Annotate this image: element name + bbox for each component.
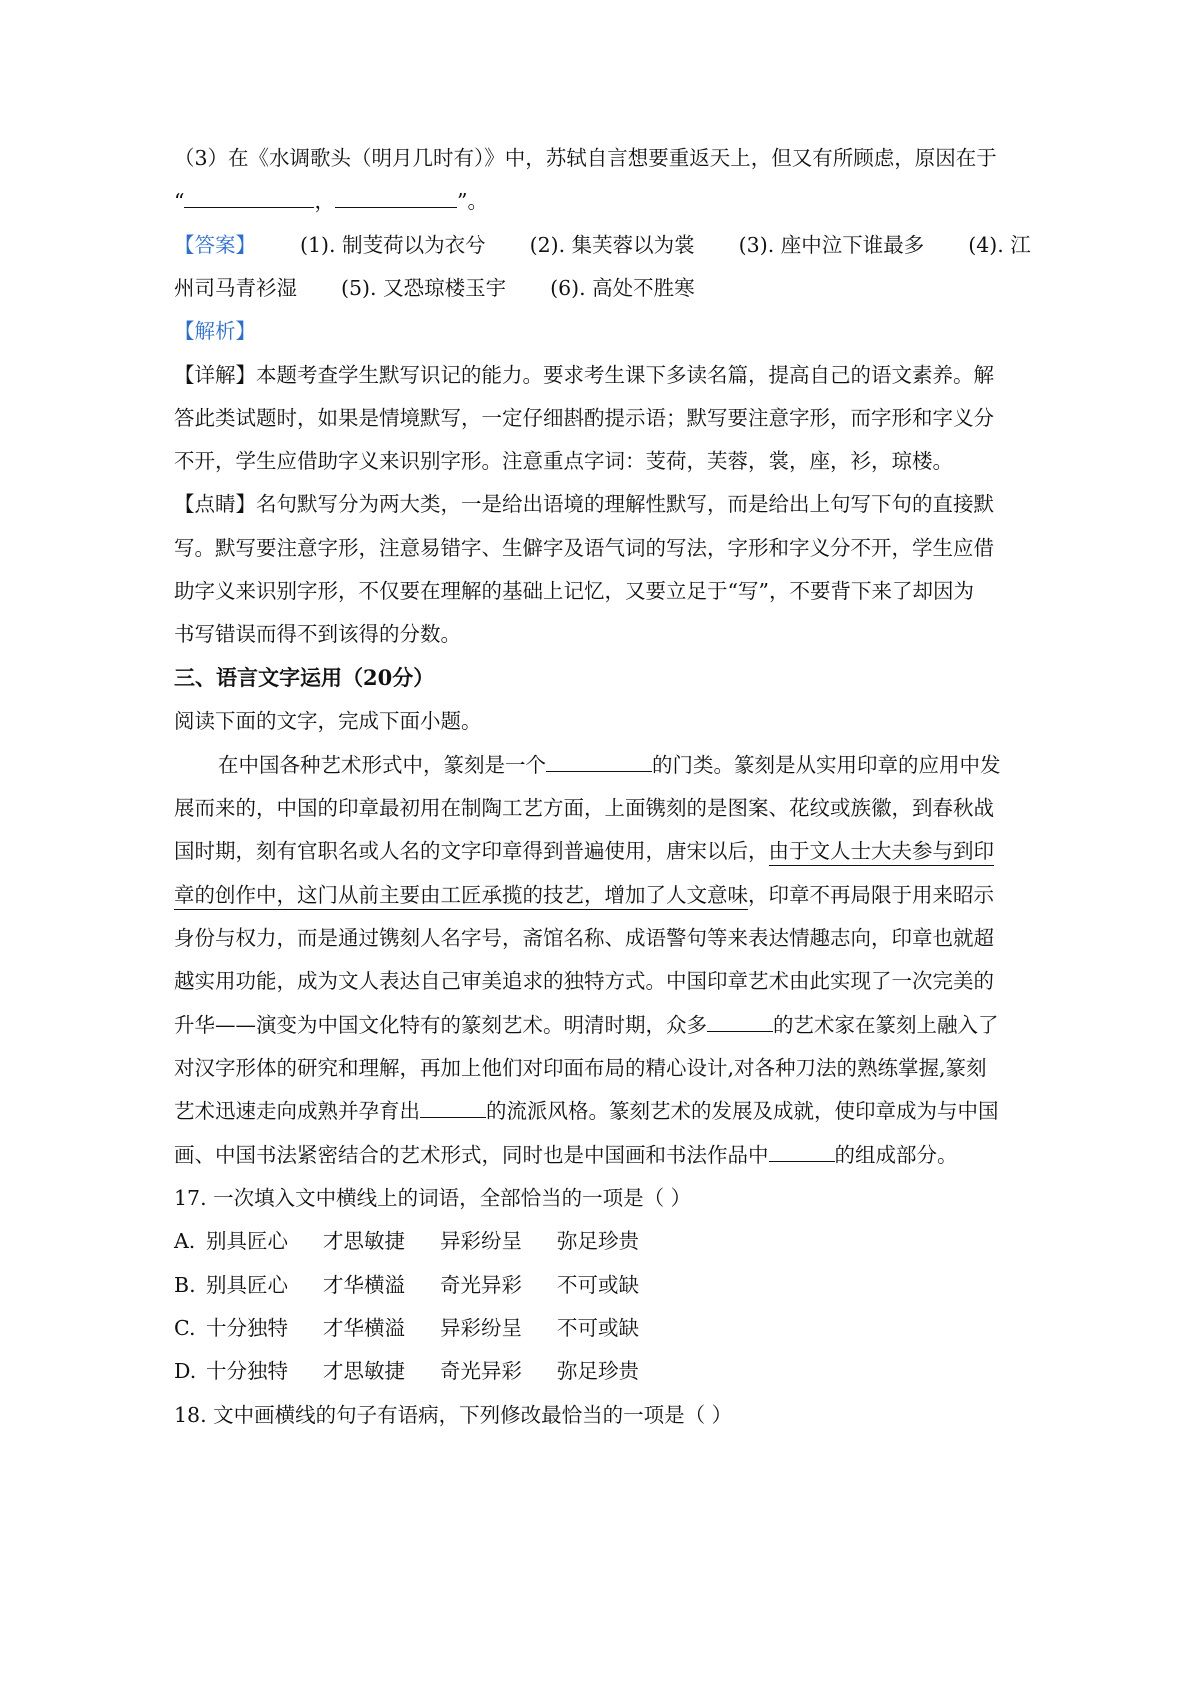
detail-line-2: 答此类试题时，如果是情境默写，一定仔细斟酌提示语；默写要注意字形，而字形和字义分: [174, 406, 994, 430]
detail-line-3: 不开，学生应借助字义来识别字形。注意重点字词：芰荷，芙蓉，裳，座，衫，琼楼。: [174, 449, 953, 473]
answer-label: 【答案】: [174, 233, 256, 257]
q17-option-c[interactable]: [174, 1314, 639, 1342]
q3-close: ”。: [456, 189, 488, 213]
option-word: 不可或缺: [557, 1316, 639, 1340]
answer-item-2: (2). 集芙蓉以为裳: [529, 233, 695, 257]
q18-stem: 18. 文中画横线的句子有语病，下列修改最恰当的一项是（ ）: [174, 1403, 733, 1427]
option-word: 才华横溢: [323, 1273, 405, 1297]
answer-item-3: (3). 座中泣下谁最多: [738, 233, 925, 257]
option-word: 别具匠心: [206, 1273, 288, 1297]
answer-item-1: (1). 制芰荷以为衣兮: [300, 233, 486, 257]
q3-comma: ，: [314, 189, 335, 213]
answer-item-6: (6). 高处不胜寒: [550, 276, 695, 300]
option-word: 十分独特: [206, 1316, 288, 1340]
q3-line1: （3）在《水调歌头（明月几时有）》中，苏轼自言想要重返天上，但又有所顾虑，原因在于: [174, 146, 997, 170]
option-letter: C.: [174, 1316, 196, 1340]
passage-line-10: [174, 1141, 958, 1169]
passage-blank-4: [769, 1143, 835, 1162]
option-word: 奇光异彩: [440, 1273, 522, 1297]
q17-option-b[interactable]: [174, 1271, 639, 1299]
passage-line-7: [174, 1011, 999, 1039]
answer-item-4-cont: 州司马青衫湿: [174, 276, 297, 300]
section-title: 三、语言文字运用（20分）: [174, 665, 435, 690]
q3-line2: [174, 187, 488, 215]
passage-text: 国时期，刻有官职名或人名的文字印章得到普遍使用，唐宋以后，: [174, 839, 769, 863]
passage-line-6: 越实用功能，成为文人表达自己审美追求的独特方式。中国印章艺术由此实现了一次完美的: [174, 969, 994, 993]
passage-text: 的组成部分。: [834, 1143, 958, 1167]
option-word: 别具匠心: [206, 1229, 288, 1253]
passage-blank-1: [546, 753, 652, 772]
option-word: 弥足珍贵: [557, 1229, 639, 1253]
answer-item-5: (5). 又恐琼楼玉宇: [341, 276, 507, 300]
passage-text: 的艺术家在篆刻上融入了: [773, 1013, 999, 1037]
tip-line-1: 【点睛】名句默写分为两大类，一是给出语境的理解性默写，而是给出上句写下句的直接默: [174, 492, 994, 516]
passage-text: 的门类。篆刻是从实用印章的应用中发: [652, 753, 1001, 777]
passage-blank-2: [707, 1013, 773, 1032]
option-word: 不可或缺: [557, 1273, 639, 1297]
passage-line-3: [174, 837, 994, 865]
option-letter: A.: [174, 1229, 196, 1253]
option-word: 奇光异彩: [440, 1359, 522, 1383]
passage-text: 升华——演变为中国文化特有的篆刻艺术。明清时期，众多: [174, 1013, 707, 1037]
tip-line-3: 助字义来识别字形，不仅要在理解的基础上记忆，又要立足于“写”，不要背下来了却因为: [174, 579, 974, 603]
passage-text: 在中国各种艺术形式中，篆刻是一个: [218, 753, 546, 777]
passage-blank-3: [420, 1099, 486, 1118]
option-word: 十分独特: [206, 1359, 288, 1383]
option-word: 弥足珍贵: [557, 1359, 639, 1383]
section-instruction: 阅读下面的文字，完成下面小题。: [174, 709, 482, 733]
option-letter: D.: [174, 1359, 197, 1383]
option-letter: B.: [174, 1273, 196, 1297]
q17-option-d[interactable]: [174, 1357, 639, 1385]
passage-line-2: 展而来的，中国的印章最初用在制陶工艺方面，上面镌刻的是图案、花纹或族徽，到春秋战: [174, 796, 994, 820]
underlined-sentence: 章的创作中，这门从前主要由工匠承揽的技艺，增加了人文意味: [174, 883, 748, 910]
option-word: 才思敏捷: [323, 1229, 405, 1253]
passage-line-9: [174, 1097, 999, 1125]
q3-blank-1: [184, 189, 314, 208]
option-word: 异彩纷呈: [440, 1229, 522, 1253]
passage-line-8: 对汉字形体的研究和理解，再加上他们对印面布局的精心设计,对各种刀法的熟练掌握,篆刻: [174, 1056, 987, 1080]
option-word: 才华横溢: [323, 1316, 405, 1340]
option-word: 才思敏捷: [323, 1359, 405, 1383]
analysis-label: 【解析】: [174, 319, 256, 343]
passage-text: ，印章不再局限于用来昭示: [748, 883, 994, 907]
passage-text: 艺术迅速走向成熟并孕育出: [174, 1099, 420, 1123]
q17-stem: 17. 一次填入文中横线上的词语，全部恰当的一项是（ ）: [174, 1186, 692, 1210]
q17-option-a[interactable]: [174, 1227, 639, 1255]
q3-blank-2: [335, 189, 457, 208]
tip-line-2: 写。默写要注意字形，注意易错字、生僻字及语气词的写法，字形和字义分不开，学生应借: [174, 536, 994, 560]
passage-text: 画、中国书法紧密结合的艺术形式，同时也是中国画和书法作品中: [174, 1143, 769, 1167]
passage-line-1: [218, 751, 1001, 779]
passage-text: 的流派风格。篆刻艺术的发展及成就，使印章成为与中国: [486, 1099, 999, 1123]
passage-line-5: 身份与权力，而是通过镌刻人名字号，斋馆名称、成语警句等来表达情趣志向，印章也就超: [174, 926, 994, 950]
passage-line-4: [174, 881, 994, 909]
option-word: 异彩纷呈: [440, 1316, 522, 1340]
answer-line2: [174, 274, 695, 302]
tip-line-4: 书写错误而得不到该得的分数。: [174, 622, 461, 646]
underlined-sentence: 由于文人士大夫参与到印: [769, 839, 995, 866]
answer-line1: [174, 231, 1031, 259]
q3-open-quote: “: [174, 189, 185, 213]
detail-line-1: 【详解】本题考查学生默写识记的能力。要求考生课下多读名篇，提高自己的语文素养。解: [174, 363, 994, 387]
answer-item-4: (4). 江: [968, 233, 1031, 257]
